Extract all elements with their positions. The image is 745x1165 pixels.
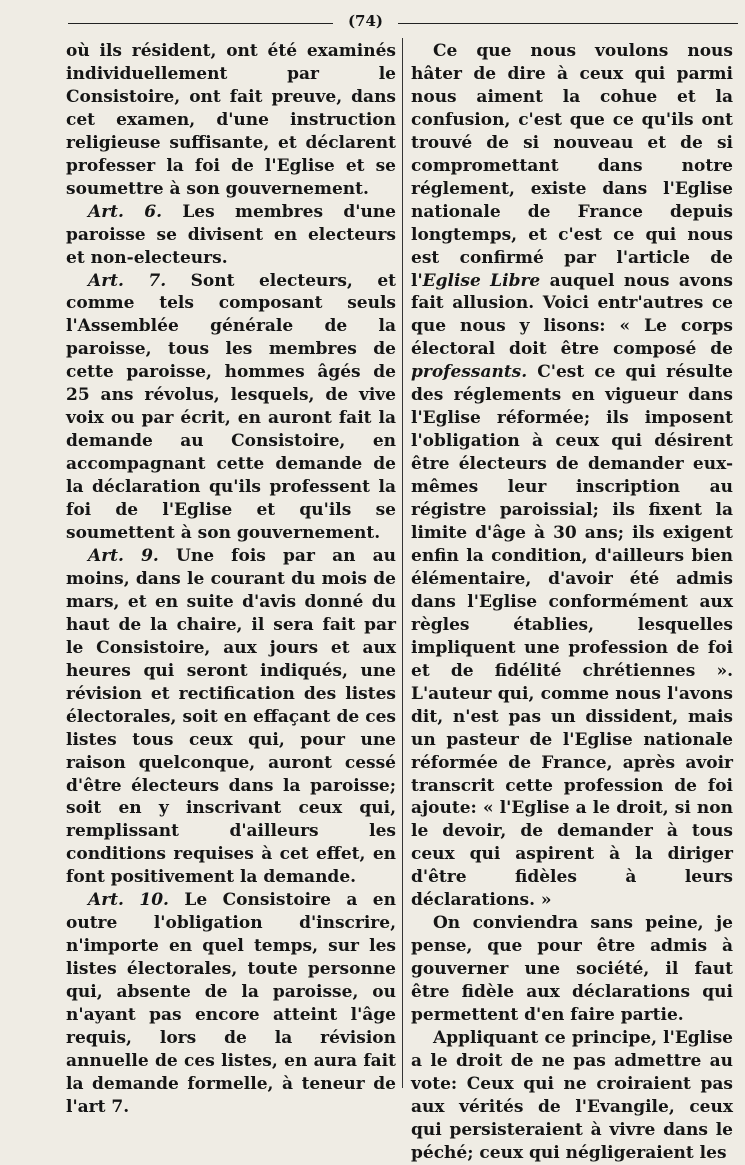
left-column — [66, 40, 396, 1119]
article-6 — [66, 201, 396, 270]
italic-word: professants. — [411, 362, 528, 383]
paragraph-text: auquel nous avons fait allusion. Voici entr'autres ce que nous y lisons: « Le corps électoral doit être composé de — [411, 270, 733, 360]
article-label: Art. 9. — [88, 545, 159, 566]
article-10 — [66, 889, 396, 1119]
page-header — [68, 10, 738, 36]
right-column — [411, 40, 733, 1165]
header-rule-right — [398, 23, 738, 24]
paragraph-3: Appliquant ce principe, l'Eglise a le droit de ne pas admettre au vote: Ceux qui ne croiraient pas aux vérités de l'Evangile, ceux qui persisteraient à vivre dans le péché; ceux qui négligeraient les — [411, 1027, 733, 1163]
article-text: Les membres d'une paroisse se divisent en electeurs et non-electeurs. — [66, 201, 396, 268]
article-label: Art. 6. — [88, 201, 162, 222]
article-label: Art. 10. — [88, 890, 169, 911]
column-divider — [402, 38, 403, 1088]
header-rule-left — [68, 23, 333, 24]
article-9 — [66, 545, 396, 889]
page-number: (74) — [347, 12, 384, 30]
article-7 — [66, 270, 396, 545]
italic-title: Eglise Libre — [422, 270, 541, 291]
article-text: Le Consistoire a en outre l'obligation d'inscrire, n'importe en quel temps, sur les listes électorales, toute personne qui, absente de la paroisse, ou n'ayant pas encore atteint l'âge requis, lors de la révision annuelle de ces listes, en aura fait la demande formelle, à teneur de l'art 7. — [66, 890, 396, 1117]
paragraph-text: C'est ce qui résulte des réglements en vigueur dans l'Eglise réformée; ils imposent l'obligation à ceux qui désirent être électeurs de demander eux-mêmes leur inscription au régistre paroissial; ils fixent la limite d'âge à 30 ans; ils exigent enfin la condition, d'ailleurs bien élémentaire, d'avoir été admis dans l'Eglise conformément aux règles établies, lesquelles impliquent une profession de foi et de fidélité chrétiennes ». L'auteur qui, comme nous l'avons dit, n'est pas un dissident, mais un pasteur de l'Eglise nationale réformée de France, après avoir transcrit cette profession de foi ajoute: « l'Eglise a le droit, si non le devoir, de demander à tous ceux qui aspirent à la diriger d'être fidèles à leurs déclarations. » — [411, 362, 733, 911]
article-label: Art. 7. — [88, 270, 167, 291]
paragraph-continuation: où ils résident, ont été examinés individuellement par le Consistoire, ont fait preuve, dans cet examen, d'une instruction religieuse suffisante, et déclarent professer la foi de l'Eglise et se soumettre à son gouvernement. — [66, 41, 396, 199]
article-text: Une fois par an au moins, dans le courant du mois de mars, et en suite d'avis donné du haut de la chaire, il sera fait par le Consistoire, aux jours et aux heures qui seront indiqués, une révision et rectification des listes électorales, soit en effaçant de ces listes tous ceux qui, pour une raison quelconque, auront cessé d'être électeurs dans la paroisse; soit en y inscrivant ceux qui, remplissant d'ailleurs les conditions requises à cet effet, en font positivement la demande. — [66, 545, 396, 888]
paragraph-text: Ce que nous voulons nous hâter de dire à ceux qui parmi nous aiment la cohue et la confusion, c'est que ce qu'ils ont trouvé de si nouveau et de si compromettant dans notre réglement, existe dans l'Eglise nationale de France depuis longtemps, et c'est ce qui nous est confirmé par l'article de l' — [411, 41, 733, 291]
article-text: Sont electeurs, et comme tels composant seuls l'Assemblée générale de la paroisse, tous les membres de cette paroisse, hommes âgés de 25 ans révolus, lesquels, de vive voix ou par écrit, en auront fait la demande au Consistoire, en accompagnant cette demande de la déclaration qu'ils professent la foi de l'Eglise et qu'ils se soumettent à son gouvernement. — [66, 270, 396, 544]
paragraph-1 — [411, 40, 733, 912]
paragraph-2: On conviendra sans peine, je pense, que pour être admis à gouverner une société, il faut être fidèle aux déclarations qui permettent d'en faire partie. — [411, 913, 733, 1026]
